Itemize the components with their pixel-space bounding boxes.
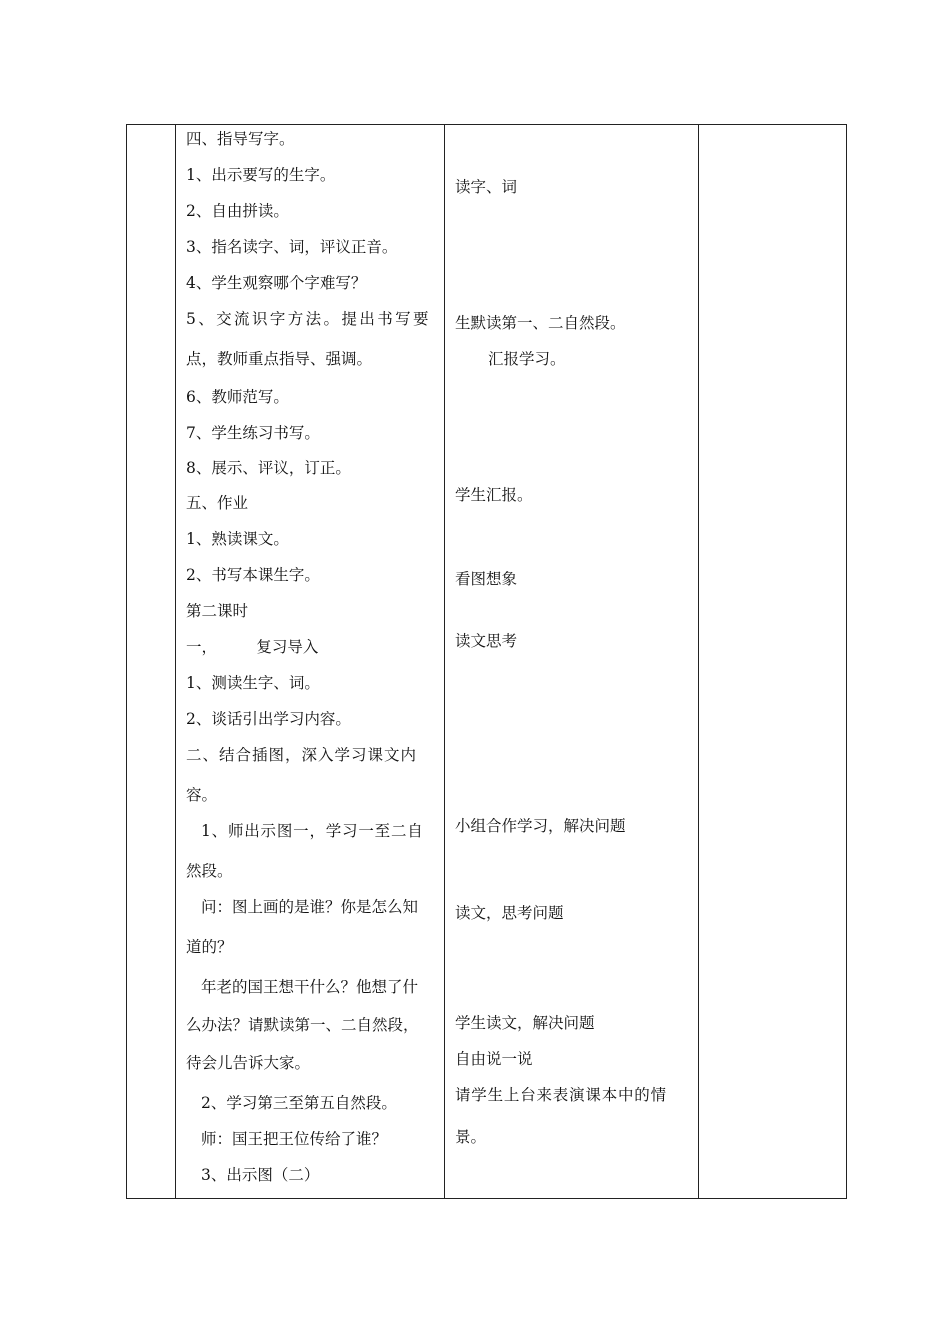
text-line: 小组合作学习，解决问题	[455, 817, 626, 835]
text-line: 3、指名读字、词，评议正音。	[186, 238, 398, 256]
text-line: 四、指导写字。	[186, 130, 295, 148]
text-line: 汇报学习。	[488, 350, 566, 368]
lesson-plan-table	[126, 124, 847, 1199]
text-line: 6、教师范写。	[186, 388, 289, 406]
text-line: 4、学生观察哪个字难写？	[186, 274, 367, 292]
text-line: 3、出示图（二）	[201, 1166, 320, 1184]
text-line: 五、作业	[186, 494, 249, 512]
text-line: 2、书写本课生字。	[186, 566, 320, 584]
text-line: 自由说一说	[455, 1050, 533, 1068]
text-line: 学生读文，解决问题	[455, 1014, 595, 1032]
text-line: 待会儿告诉大家。	[186, 1054, 311, 1072]
text-line: 生默读第一、二自然段。	[455, 314, 626, 332]
text-line: 一， 复习导入	[186, 638, 319, 656]
text-line: 1、熟读课文。	[186, 530, 289, 548]
text-line: 5、交流识字方法。提出书写要	[186, 310, 431, 328]
text-line: 1、师出示图一，学习一至二自	[201, 822, 424, 840]
text-line: 道的？	[186, 938, 233, 956]
text-line: 1、测读生字、词。	[186, 674, 320, 692]
text-line: 2、自由拼读。	[186, 202, 289, 220]
text-line: 问：图上画的是谁？你是怎么知	[201, 898, 419, 916]
text-line: 年老的国王想干什么？他想了什	[201, 978, 419, 996]
text-line: 景。	[455, 1128, 487, 1146]
student-activity-cell	[445, 125, 698, 1198]
text-line: 二、结合插图，深入学习课文内	[186, 746, 418, 764]
teaching-process-cell	[176, 125, 444, 1198]
text-line: 2、学习第三至第五自然段。	[201, 1094, 397, 1112]
text-line: 学生汇报。	[455, 486, 533, 504]
text-line: 7、学生练习书写。	[186, 424, 320, 442]
blank-cell-left	[127, 125, 175, 1198]
text-line: 读文，思考问题	[455, 904, 564, 922]
blank-cell-right	[699, 125, 846, 1198]
text-line: 读文思考	[455, 632, 518, 650]
text-line: 第二课时	[186, 602, 249, 620]
text-line: 然段。	[186, 862, 233, 880]
text-line: 读字、词	[455, 178, 518, 196]
text-line: 么办法？请默读第一、二自然段，	[186, 1016, 419, 1034]
text-line: 容。	[186, 786, 218, 804]
text-line: 师：国王把王位传给了谁？	[201, 1130, 388, 1148]
text-line: 2、谈话引出学习内容。	[186, 710, 351, 728]
text-line: 点，教师重点指导、强调。	[186, 350, 373, 368]
text-line: 1、出示要写的生字。	[186, 166, 336, 184]
text-line: 8、展示、评议，订正。	[186, 459, 351, 477]
text-line: 请学生上台来表演课本中的情	[455, 1086, 667, 1104]
text-line: 看图想象	[455, 570, 518, 588]
